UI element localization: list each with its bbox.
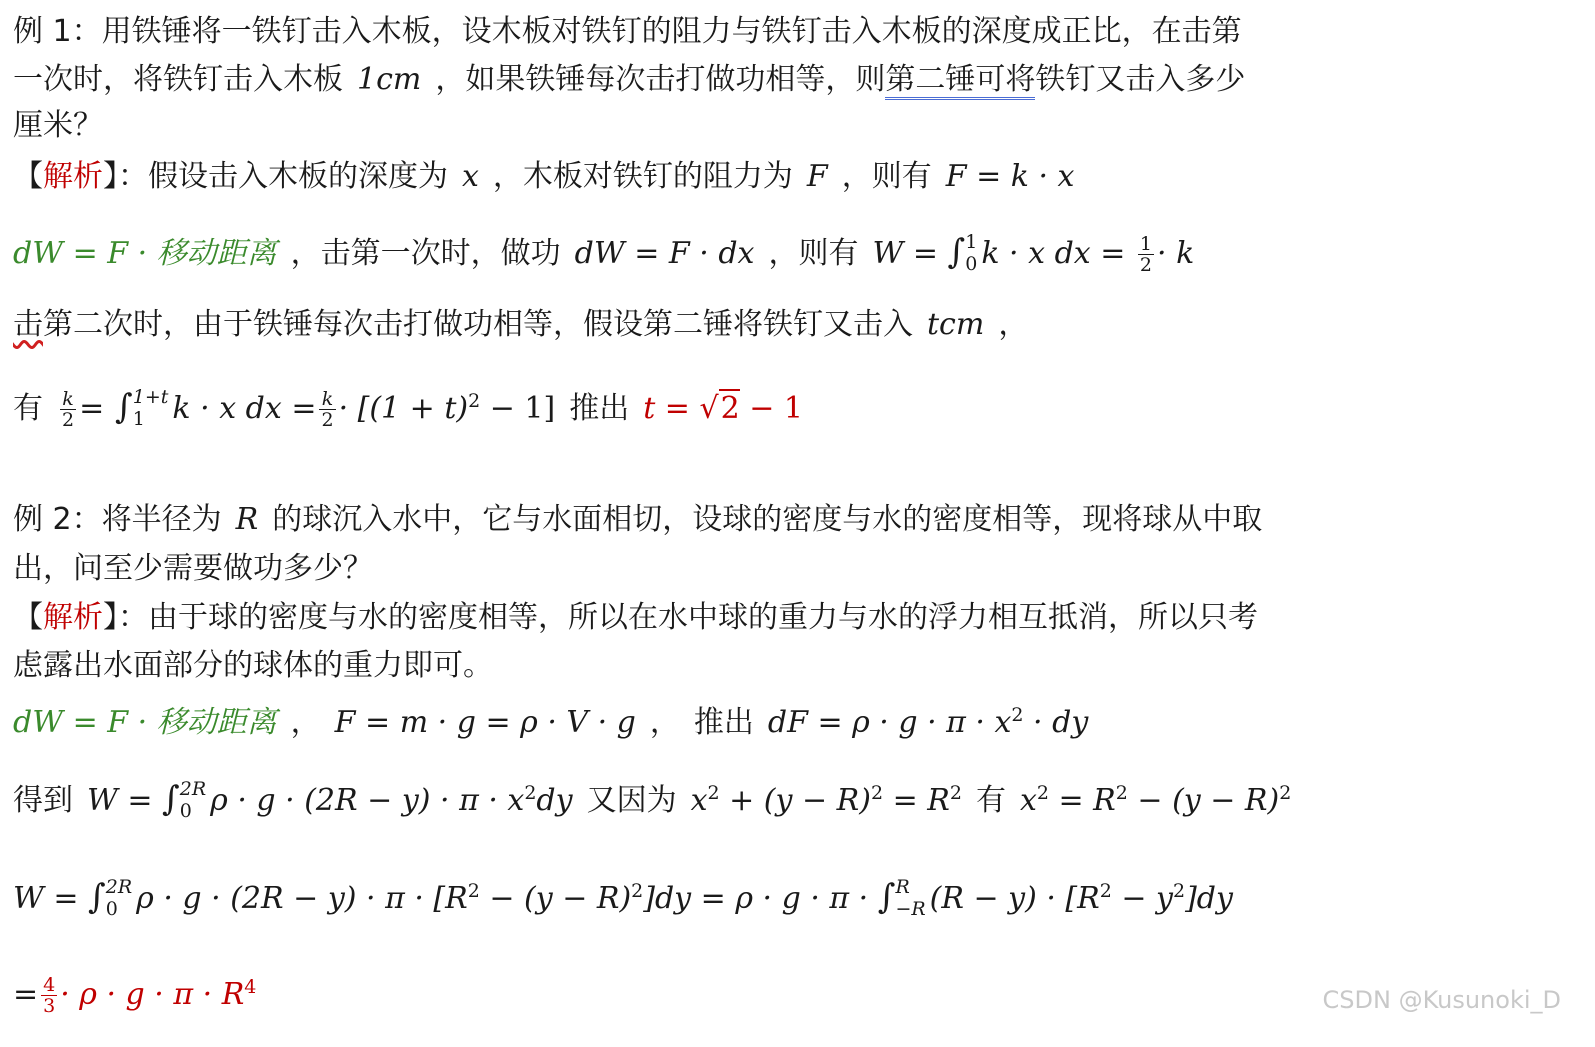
ex1-work-line: dW = F · 移动距离 ，击第一次时，做功 dW = F · dx ，则有 W = ∫ 1 0 k · x dx = $\frac{1}{2}$ · k (13, 230, 1195, 276)
ex1-result-line: 有 $\frac{k}{2}$ = ∫ 1+t 1 k · x dx = $\frac{k}{2}$ · $[(1 + t)^2 - 1]$ 推出 t = √2 − 1 (13, 385, 803, 431)
integral-sign: ∫ (877, 877, 896, 917)
integral-sign: ∫ (88, 877, 106, 917)
sqrt-symbol: √ (699, 391, 719, 426)
integral-limits: 1+t 1 (132, 385, 169, 430)
ex1-paragraph-line-2 (13, 60, 1245, 100)
analysis-label: 解析 (43, 159, 103, 194)
integral-limits: 2R 0 (105, 875, 133, 920)
fraction-four-thirds: $\frac{4}{3}$ (43, 974, 56, 1017)
math-force-equation: F = k · x (945, 159, 1075, 194)
ex2-work-line: dW = F · 移动距离 ， F = m · g = ρ · V · g ， 推出 dF = $\rho \cdot g \cdot \pi \cdot x^2$ · dy (13, 704, 1089, 740)
ex2-final-result-line: = $\frac{4}{3}$ · $\rho \cdot g \cdot \pi \cdot R^4$ (13, 974, 257, 1017)
integral-limits: 1 0 (965, 230, 978, 275)
ex2-paragraph-line-1: 例 2：将半径为 R 的球沉入水中，它与水面相切，设球的密度与水的密度相等，现将球从中取 (13, 502, 1263, 537)
integral-sign: ∫ (162, 779, 180, 819)
spell-flagged-char: 击 (13, 307, 43, 342)
ex2-integral-line: 得到 W = ∫ 2R 0 $\rho \cdot g \cdot (2R - y) \cdot \pi \cdot x^2dy$ 又因为 $x^2 + (y - R)^2 = R^2$ 有 $x^2 = R^2 - (y - R)^2$ (13, 777, 1292, 822)
ex1-paragraph-line-1 (13, 12, 1242, 52)
fraction-k-half: $\frac{k}{2}$ (62, 388, 75, 431)
ex2-analysis-line-1: 【解析】：由于球的密度与水的密度相等，所以在水中球的重力与水的浮力相互抵消，所以只考 (13, 600, 1258, 635)
ex1-text: 例 1：用铁锤将一铁钉击入木板，设木板对铁钉的阻力与铁钉击入木板的深度成正比，在击第 (13, 14, 1242, 49)
fraction-k-half: $\frac{k}{2}$ (321, 388, 334, 431)
ex1-text: 铁钉又击入多少 (1035, 62, 1246, 97)
ex1-text: 厘米？ (13, 108, 103, 143)
ex1-text: 一次时，将铁钉击入木板 (13, 62, 343, 97)
ex1-second-hit-line: 击第二次时，由于铁锤每次击打做功相等，假设第二锤将铁钉又击入 tcm ， (13, 307, 1029, 342)
final-result: · ρ · g · π · R (60, 977, 245, 1012)
result-t: t = (643, 391, 700, 426)
ex2-analysis-line-2: 虑露出水面部分的球体的重力即可。 (13, 648, 493, 683)
work-definition: dW = F · 移动距离 (13, 705, 277, 740)
ex1-text: ，如果铁锤每次击打做功相等，则 (435, 62, 886, 97)
ex2-work-integral-line: W = ∫ 2R 0 $\rho \cdot g \cdot (2R - y) \cdot \pi \cdot [R^2 - (y - R)^2]dy = \rho \cdot g \cdot \pi$ · ∫ R −R $(R - y) \cdot [R^2 - y^2]dy$ (13, 875, 1233, 920)
work-definition: dW = F · 移动距离 (13, 236, 277, 271)
analysis-label: 解析 (43, 600, 103, 635)
integral-sign: ∫ (947, 232, 966, 272)
ex1-analysis-line: 【解析】：假设击入木板的深度为 x ，木板对铁钉的阻力为 F ，则有 F = k · x (13, 159, 1075, 194)
underlined-text: 第二锤可将 (885, 62, 1035, 100)
integral-sign: ∫ (104, 387, 133, 427)
csdn-watermark: CSDN @Kusunoki_D (1322, 986, 1561, 1014)
ex2-paragraph-line-2: 出，问至少需要做功多少？ (13, 551, 373, 586)
integral-limits: R −R (895, 875, 926, 920)
fraction-half: $\frac{1}{2}$ (1139, 233, 1152, 276)
ex1-paragraph-line-3 (13, 106, 103, 146)
math-depth: 1cm (357, 62, 422, 97)
integral-limits: 2R 0 (179, 777, 207, 822)
